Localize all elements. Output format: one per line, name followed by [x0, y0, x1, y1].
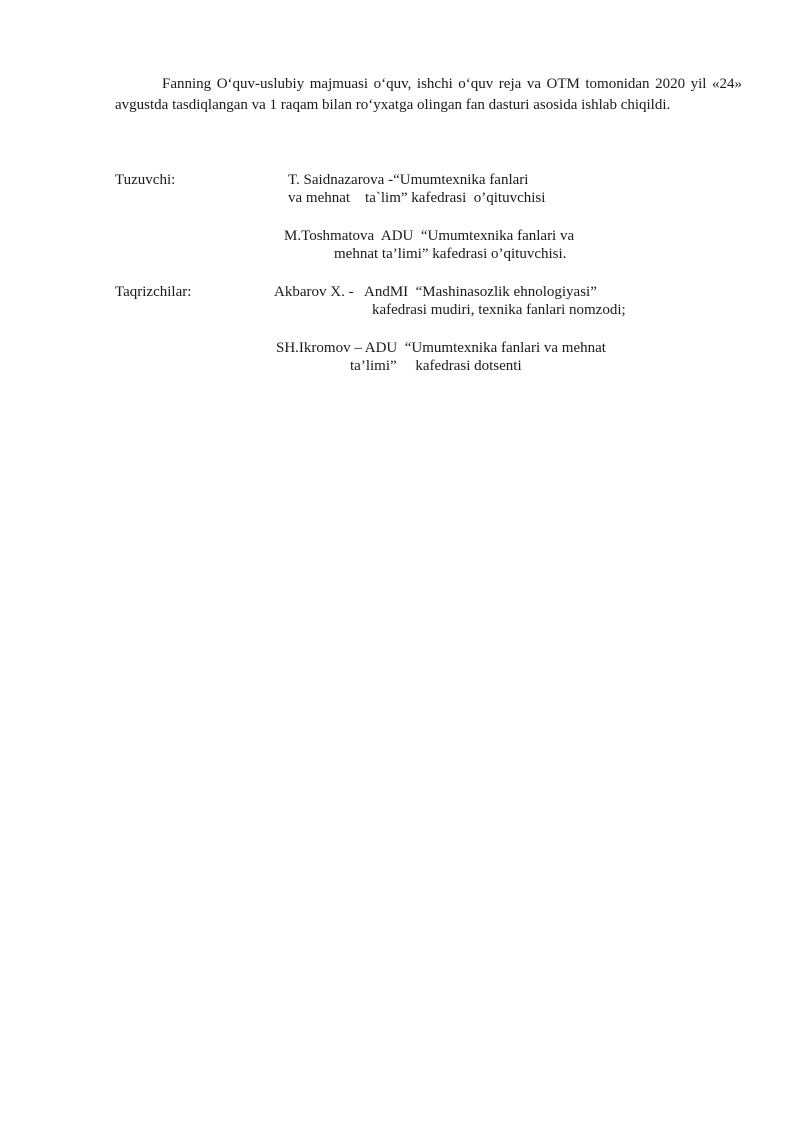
compiler-2-line-2: mehnat ta’limi” kafedrasi o’qituvchisi.	[334, 246, 567, 262]
compiler-2-line-1: M.Toshmatova ADU “Umumtexnika fanlari va	[284, 228, 575, 244]
compilers-label: Tuzuvchi:	[115, 172, 176, 188]
compiler-1-line-2: va mehnat ta`lim” kafedrasi o’qituvchisi	[288, 190, 546, 206]
intro-paragraph: Fanning O‘quv-uslubiy majmuasi o‘quv, ishchi o‘quv reja va OTM tomonidan 2020 yil «24» avgustda tasdiqlangan va 1 raqam bilan ro‘yxatga olingan fan dasturi asosida ishlab chiqildi.	[115, 76, 742, 113]
reviewer-1-line-1: Akbarov X. - AndMI “Mashinasozlik ehnologiyasi”	[274, 284, 597, 300]
compiler-1-line-1: T. Saidnazarova -“Umumtexnika fanlari	[288, 172, 529, 188]
reviewer-2-line-2: ta’limi” kafedrasi dotsenti	[350, 358, 522, 374]
reviewer-1-line-2: kafedrasi mudiri, texnika fanlari nomzodi;	[372, 302, 626, 318]
reviewers-label: Taqrizchilar:	[115, 284, 192, 300]
reviewer-2-line-1: SH.Ikromov – ADU “Umumtexnika fanlari va mehnat	[276, 340, 606, 356]
